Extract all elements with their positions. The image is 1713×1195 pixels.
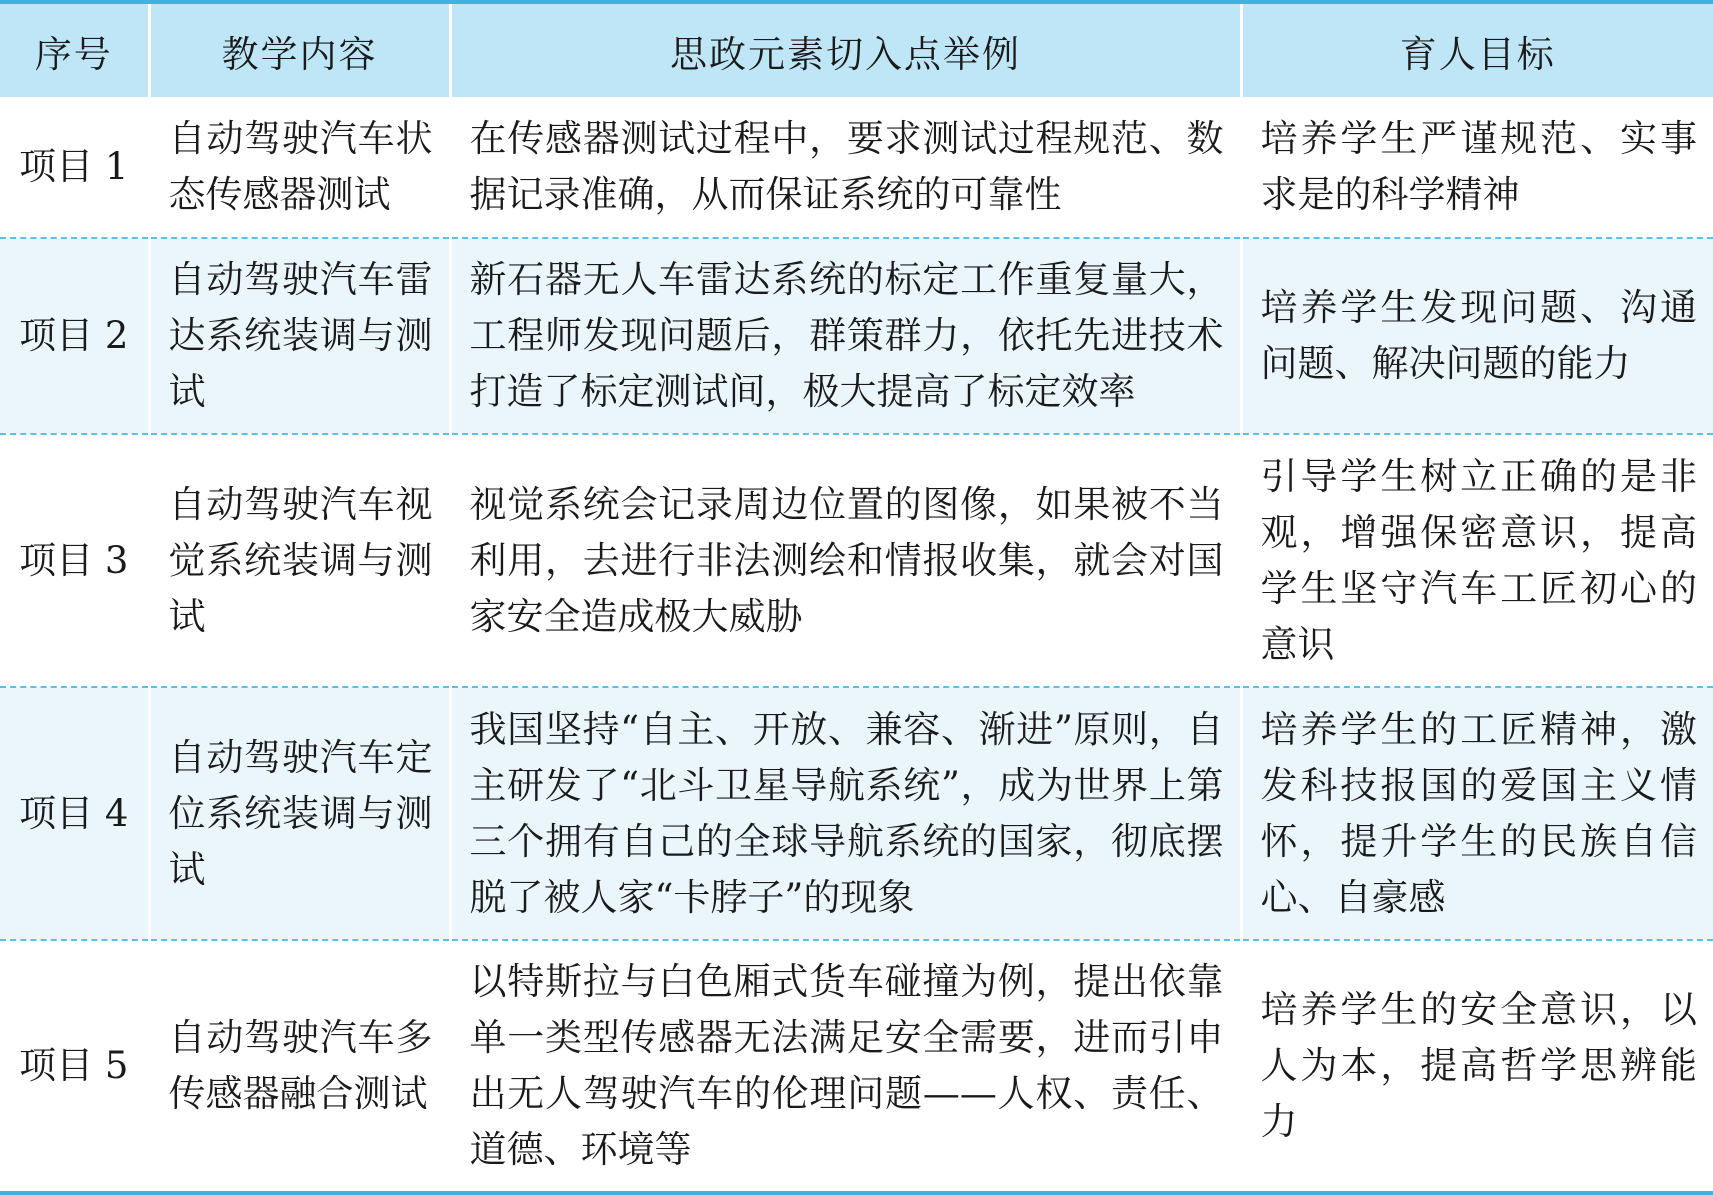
row-example: 以特斯拉与白色厢式货车碰撞为例，提出依靠单一类型传感器无法满足安全需要，进而引申出无人驾驶汽车的伦理问题——人权、责任、道德、环境等: [450, 940, 1241, 1193]
row-goal: 引导学生树立正确的是非观，增强保密意识，提高学生坚守汽车工匠初心的意识: [1241, 434, 1713, 687]
row-index: 项目 4: [0, 687, 149, 940]
row-goal: 培养学生的安全意识，以人为本，提高哲学思辨能力: [1241, 940, 1713, 1193]
row-goal: 培养学生的工匠精神，激发科技报国的爱国主义情怀，提升学生的民族自信心、自豪感: [1241, 687, 1713, 940]
table-row: [0, 434, 1713, 687]
row-example: 在传感器测试过程中，要求测试过程规范、数据记录准确，从而保证系统的可靠性: [450, 97, 1241, 238]
row-index: 项目 1: [0, 97, 149, 238]
table-row: [0, 940, 1713, 1193]
row-goal: 培养学生严谨规范、实事求是的科学精神: [1241, 97, 1713, 238]
header-index: 序号: [0, 2, 149, 97]
row-content: 自动驾驶汽车多传感器融合测试: [149, 940, 450, 1193]
table-row: [0, 97, 1713, 238]
row-example: 视觉系统会记录周边位置的图像，如果被不当利用，去进行非法测绘和情报收集，就会对国家安全造成极大威胁: [450, 434, 1241, 687]
row-example: 我国坚持“自主、开放、兼容、渐进”原则，自主研发了“北斗卫星导航系统”，成为世界上第三个拥有自己的全球导航系统的国家，彻底摆脱了被人家“卡脖子”的现象: [450, 687, 1241, 940]
table-body: [0, 97, 1713, 1193]
header-goal: 育人目标: [1241, 2, 1713, 97]
row-index: 项目 5: [0, 940, 149, 1193]
row-content: 自动驾驶汽车视觉系统装调与测试: [149, 434, 450, 687]
row-index: 项目 2: [0, 238, 149, 434]
row-goal: 培养学生发现问题、沟通问题、解决问题的能力: [1241, 238, 1713, 434]
row-content: 自动驾驶汽车状态传感器测试: [149, 97, 450, 238]
table-header: [0, 2, 1713, 97]
row-index: 项目 3: [0, 434, 149, 687]
row-example: 新石器无人车雷达系统的标定工作重复量大，工程师发现问题后，群策群力，依托先进技术打造了标定测试间，极大提高了标定效率: [450, 238, 1241, 434]
table-row: [0, 687, 1713, 940]
table-row: [0, 238, 1713, 434]
header-row: [0, 2, 1713, 97]
header-content: 教学内容: [149, 2, 450, 97]
header-example: 思政元素切入点举例: [450, 2, 1241, 97]
row-content: 自动驾驶汽车雷达系统装调与测试: [149, 238, 450, 434]
row-content: 自动驾驶汽车定位系统装调与测试: [149, 687, 450, 940]
